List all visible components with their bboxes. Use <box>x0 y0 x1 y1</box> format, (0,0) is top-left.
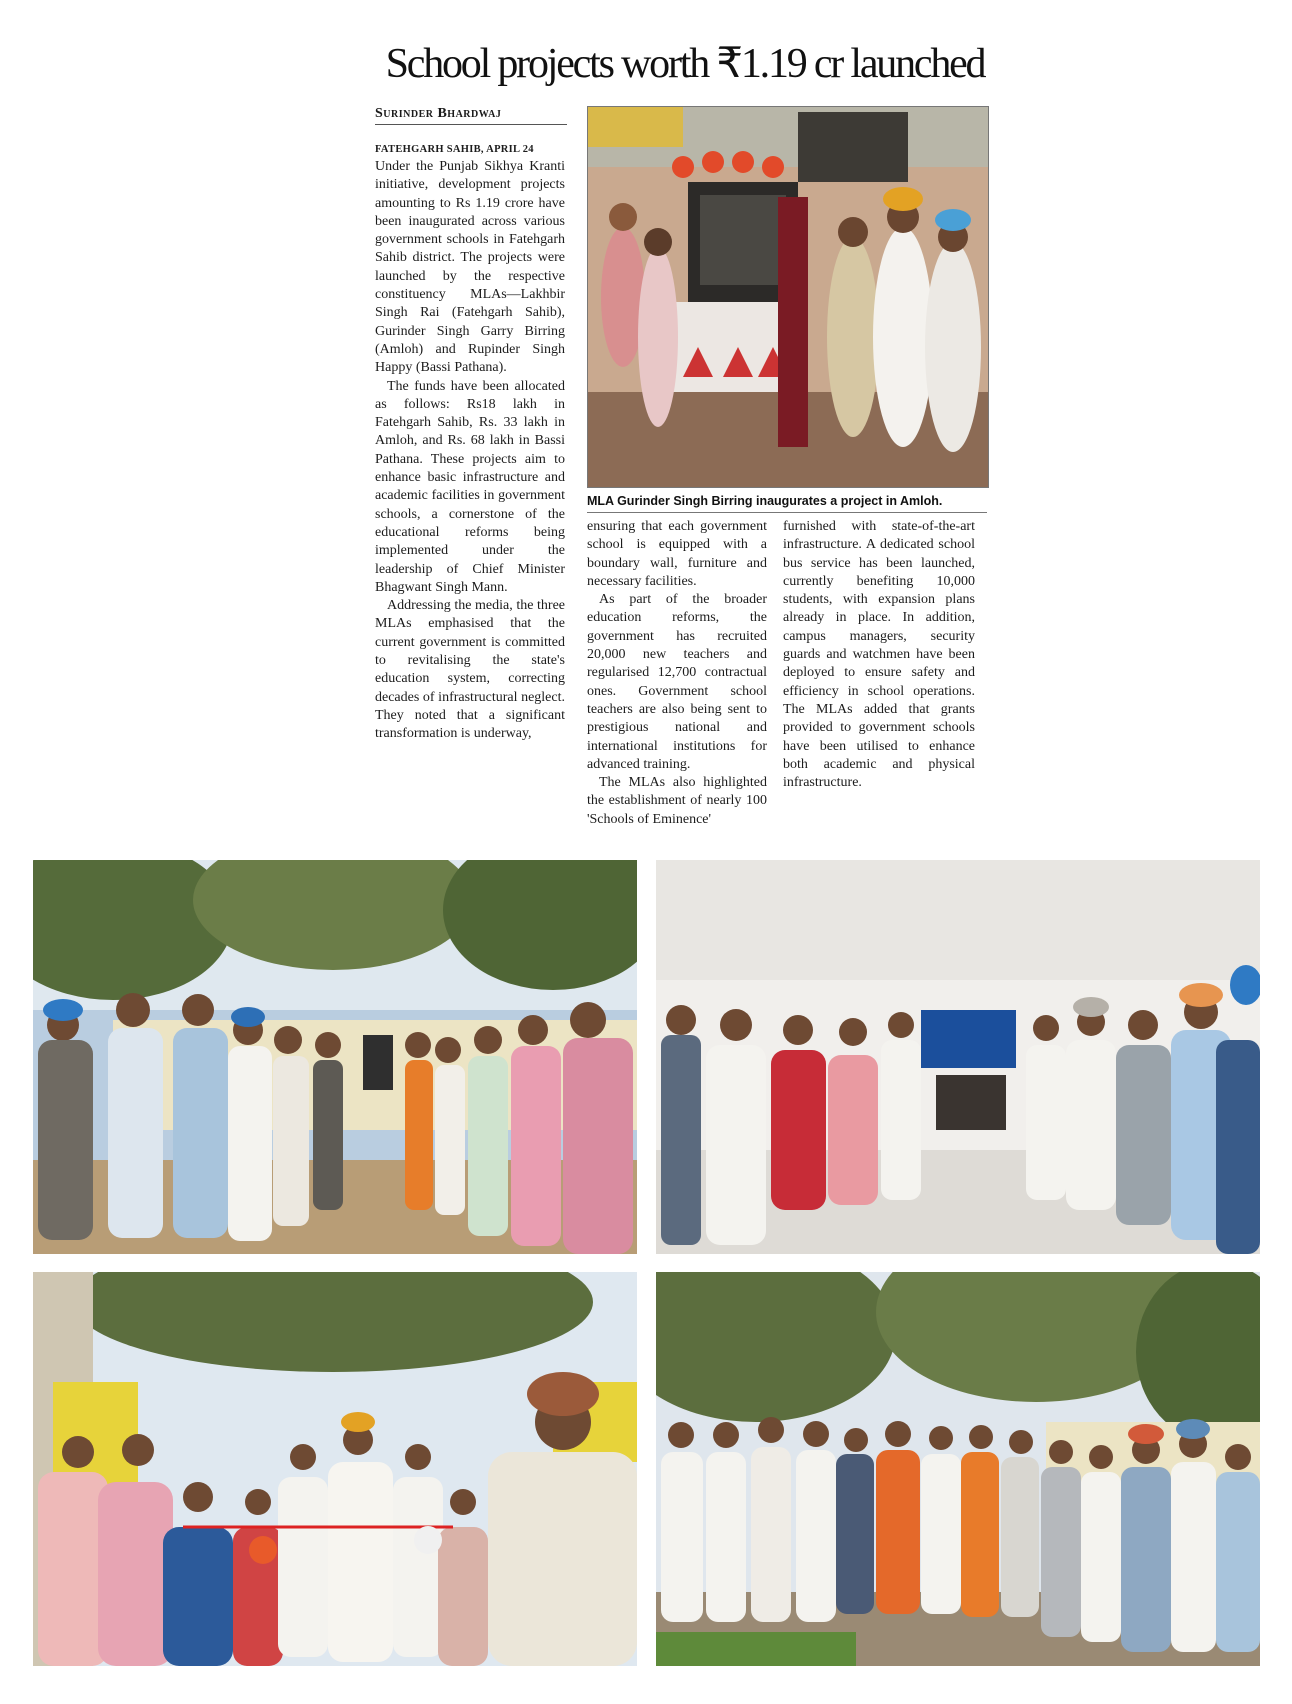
paragraph: furnished with state-of-the-art infrastructure. A dedicated school bus service has been launched, currently benefiting 10,000 students, with expansion plans already in place. In addition, campus managers, security guards and watchmen have been deployed to ensure safety and efficiency in school operations. The MLAs added that grants provided to government schools have been utilised to enhance both academic and physical infrastructure. <box>783 519 975 791</box>
article-headline: School projects worth ₹1.19 cr launched <box>385 41 985 87</box>
paragraph: Under the Punjab Sikhya Kranti initiative, development projects amounting to Rs 1.19 crore have been inaugurated across various government schools in Fatehgarh Sahib district. The projects were launched by the respective constituency MLAs—Lakhbir Singh Rai (Fatehgarh Sahib), Gurinder Singh Garry Birring (Amloh) and Rupinder Singh Happy (Bassi Pathana). <box>375 159 565 376</box>
paragraph: Addressing the media, the three MLAs emphasised that the current government is committed to revitalising the state's education system, correcting decades of infrastructural neglect. They noted that a significant transformation is underway, <box>375 598 565 742</box>
gallery-photo-1 <box>33 860 637 1254</box>
newspaper-clipping <box>374 30 996 840</box>
gallery-photo-2 <box>656 860 1260 1254</box>
article-column-1 <box>375 142 565 744</box>
paragraph: ensuring that each government school is equipped with a boundary wall, furniture and necessary facilities. <box>587 519 767 589</box>
article-photo <box>587 106 989 488</box>
photo-caption: MLA Gurinder Singh Birring inaugurates a project in Amloh. <box>587 494 987 513</box>
paragraph: The funds have been allocated as follows: Rs18 lakh in Fatehgarh Sahib, Rs. 33 lakh in Amloh, and Rs. 68 lakh in Bassi Pathana. These projects aim to enhance basic infrastructure and academic facilities in government schools, a cornerstone of the educational reforms being implemented under the leadership of Chief Minister Bhagwant Singh Mann. <box>375 378 565 595</box>
article-byline: Surinder Bhardwaj <box>375 106 567 125</box>
gallery-photo-4 <box>656 1272 1260 1666</box>
article-column-3 <box>783 518 975 792</box>
gallery-photo-3 <box>33 1272 637 1666</box>
paragraph: As part of the broader education reforms, the government has recruited 20,000 new teachers and regularised 12,700 contractual ones. Government school teachers are also being sent to prestigious national and international institutions for advanced training. <box>587 592 767 772</box>
article-dateline: FATEHGARH SAHIB, APRIL 24 <box>375 144 534 155</box>
paragraph: The MLAs also highlighted the establishment of nearly 100 'Schools of Eminence' <box>587 775 767 827</box>
article-column-2 <box>587 518 767 829</box>
